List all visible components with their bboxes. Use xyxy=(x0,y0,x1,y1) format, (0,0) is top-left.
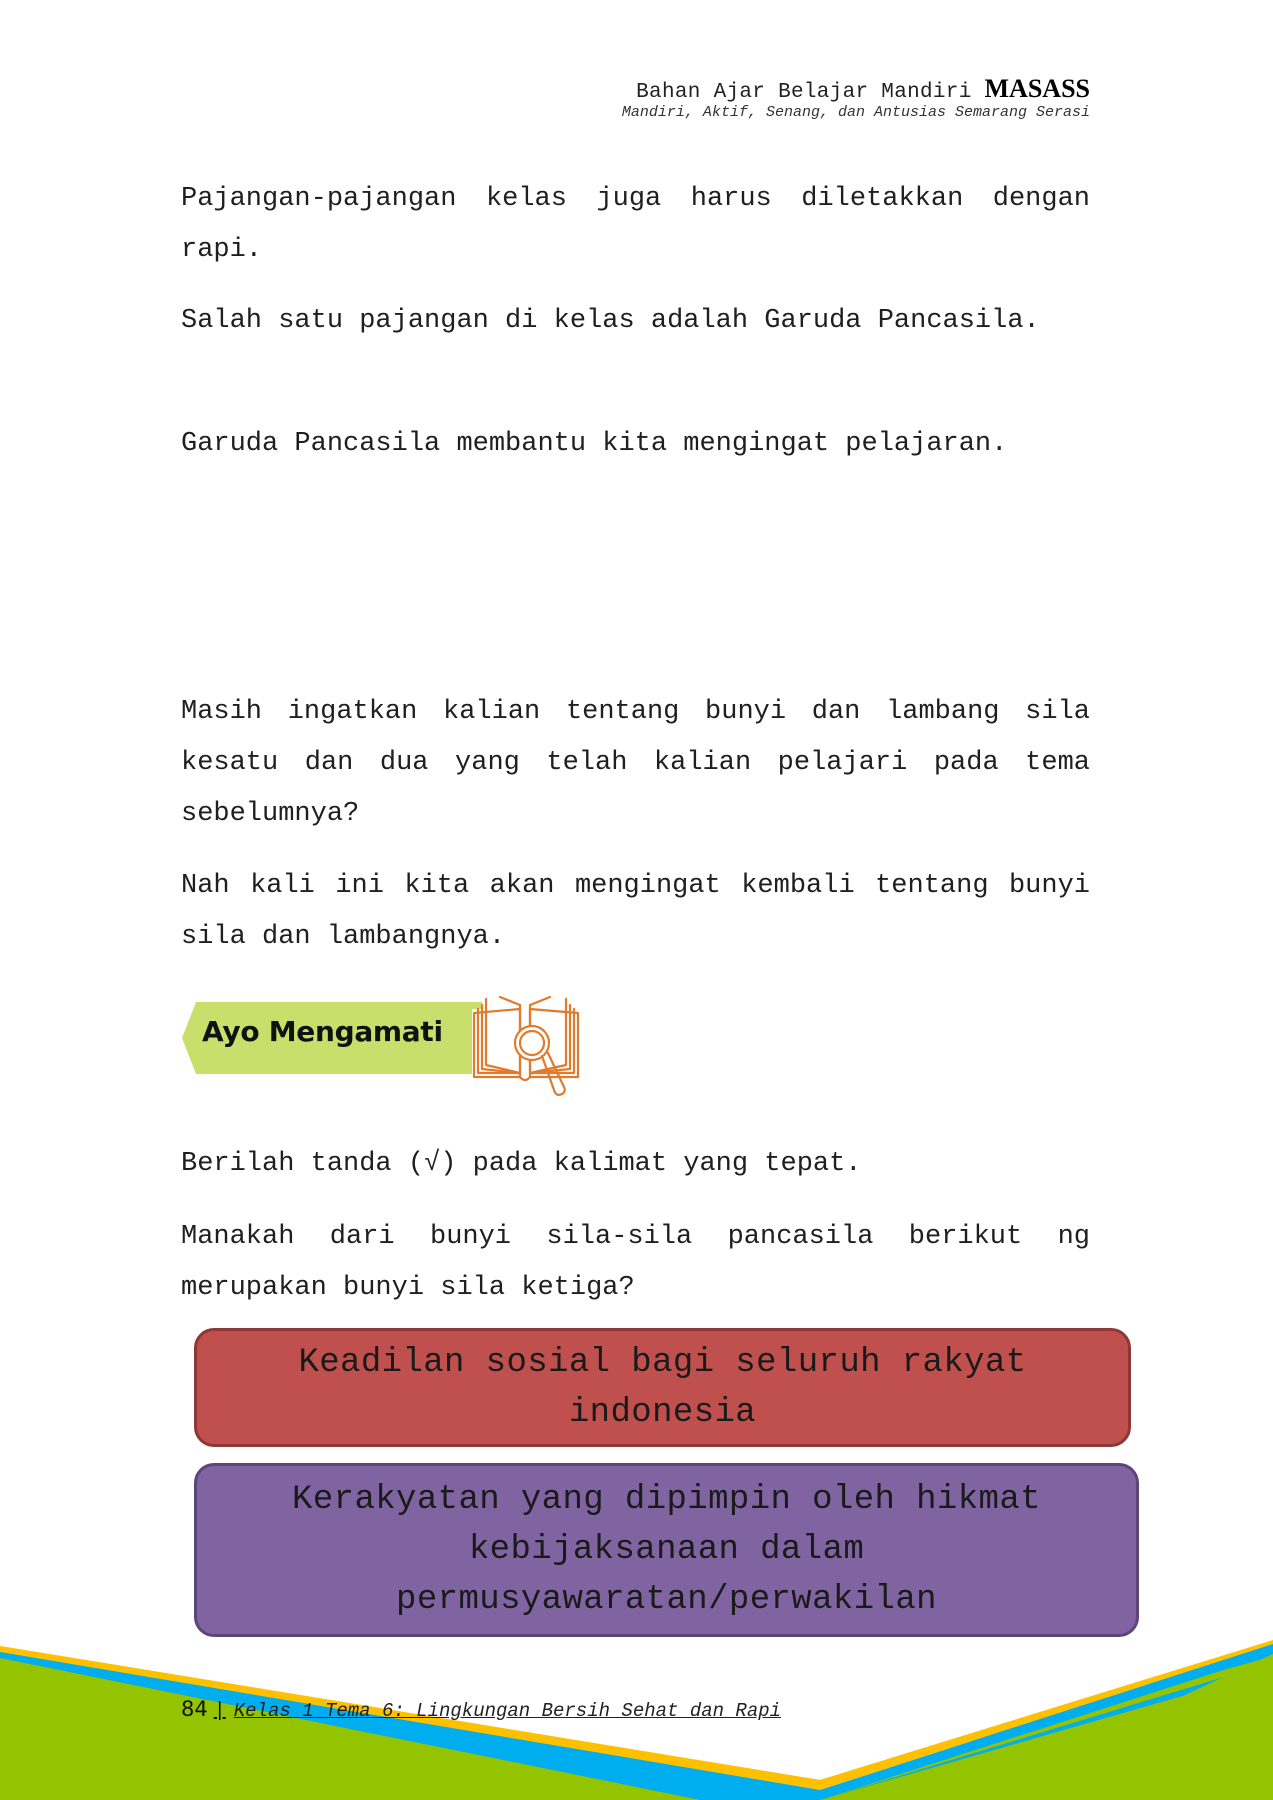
page-footer xyxy=(181,1697,781,1723)
instruction-text: Berilah tanda (√) pada kalimat yang tepat. xyxy=(181,1149,862,1179)
section-banner-ayo-mengamati xyxy=(182,993,582,1103)
header-title-line xyxy=(622,76,1090,106)
header-subtitle: Mandiri, Aktif, Senang, dan Antusias Semarang Serasi xyxy=(621,104,1090,121)
book-magnifier-icon xyxy=(470,993,582,1103)
header-title: Bahan Ajar Belajar Mandiri xyxy=(636,81,972,104)
answer-option-1-text: Keadilan sosial bagi seluruh rakyat indonesia xyxy=(298,1343,1027,1432)
paragraph-5: Nah kali ini kita akan mengingat kembali tentang bunyi sila dan lambangnya. xyxy=(181,871,1090,952)
paragraph-2: Salah satu pajangan di kelas adalah Garuda Pancasila. xyxy=(181,306,1040,336)
answer-option-1[interactable] xyxy=(194,1328,1131,1447)
paragraph-1: Pajangan-pajangan kelas juga harus diletakkan dengan rapi. xyxy=(181,184,1090,265)
banner-label: Ayo Mengamati xyxy=(202,1015,443,1048)
paragraph-4: Masih ingatkan kalian tentang bunyi dan lambang sila kesatu dan dua yang telah kalian pelajari pada tema sebelumnya? xyxy=(181,697,1090,829)
question-text: Manakah dari bunyi sila-sila pancasila berikut ng merupakan bunyi sila ketiga? xyxy=(181,1222,1090,1303)
answer-option-2-text: Kerakyatan yang dipimpin oleh hikmat kebijaksanaan dalam permusyawaratan/perwakilan xyxy=(292,1481,1041,1619)
header-brand: MASASS xyxy=(984,74,1090,103)
page-number: 84 xyxy=(181,1697,208,1721)
footer-separator: | xyxy=(213,1700,226,1723)
answer-option-2[interactable] xyxy=(194,1463,1139,1637)
footer-caption: Kelas 1 Tema 6: Lingkungan Bersih Sehat dan Rapi xyxy=(233,1700,782,1722)
page-header xyxy=(622,76,1090,122)
paragraph-3: Garuda Pancasila membantu kita mengingat pelajaran. xyxy=(181,429,1008,459)
